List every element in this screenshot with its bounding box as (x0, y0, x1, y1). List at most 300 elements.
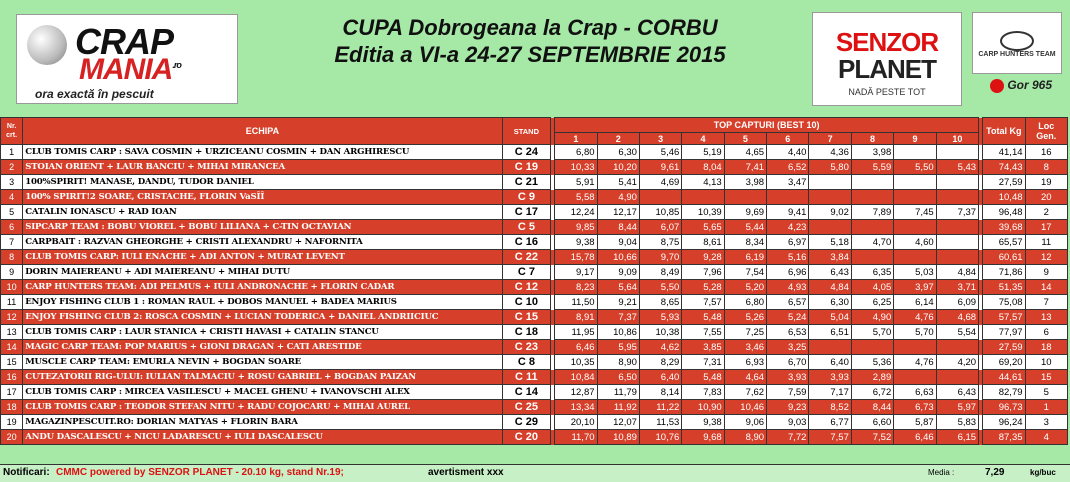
catch-weight (894, 145, 936, 160)
catch-weight: 6,43 (936, 385, 978, 400)
catch-weight: 9,68 (682, 430, 724, 445)
catch-weight: 12,07 (597, 415, 639, 430)
header-catch-10: 10 (936, 133, 978, 145)
catch-weight: 8,75 (639, 235, 681, 250)
logo-word-crap: CRAP (75, 21, 174, 62)
catch-weight: 9,61 (639, 160, 681, 175)
catch-weight: 8,90 (597, 355, 639, 370)
header-loc: Loc Gen. (1025, 118, 1067, 145)
row-number: 18 (1, 400, 23, 415)
catch-weight: 13,34 (555, 400, 597, 415)
general-place: 8 (1025, 160, 1067, 175)
catch-weight: 4,93 (767, 280, 809, 295)
team-name: 100%SPIRIT! MANASE, DANDU, TUDOR DANIEL (23, 175, 502, 190)
row-number: 15 (1, 355, 23, 370)
catch-weight: 6,96 (767, 265, 809, 280)
catch-weight: 10,35 (555, 355, 597, 370)
row-number: 5 (1, 205, 23, 220)
catch-weight (894, 250, 936, 265)
stand-cell: C 7 (502, 265, 550, 280)
stand-cell: C 21 (502, 175, 550, 190)
catch-weight (936, 175, 978, 190)
catch-weight: 4,20 (936, 355, 978, 370)
catch-weight: 7,55 (682, 325, 724, 340)
catch-weight (936, 370, 978, 385)
catch-weight: 3,85 (682, 340, 724, 355)
header-catch-3: 3 (639, 133, 681, 145)
catch-weight: 5,97 (936, 400, 978, 415)
catch-weight: 8,49 (639, 265, 681, 280)
general-place: 7 (1025, 295, 1067, 310)
catch-weight: 9,85 (555, 220, 597, 235)
catch-weight: 7,57 (682, 295, 724, 310)
catch-weight: 3,46 (724, 340, 766, 355)
catch-weight: 11,50 (555, 295, 597, 310)
catch-weight: 5,26 (724, 310, 766, 325)
catch-weight: 4,84 (936, 265, 978, 280)
table-row (1, 370, 1068, 385)
catch-weight: 10,85 (639, 205, 681, 220)
catch-weight: 10,33 (555, 160, 597, 175)
catch-weight: 9,21 (597, 295, 639, 310)
total-kg: 41,14 (983, 145, 1025, 160)
catch-weight: 5,43 (936, 160, 978, 175)
table-body (1, 145, 1068, 445)
catch-weight: 6,40 (639, 370, 681, 385)
row-number: 11 (1, 295, 23, 310)
catch-weight: 4,62 (639, 340, 681, 355)
catch-weight: 5,28 (682, 280, 724, 295)
catch-weight: 10,38 (639, 325, 681, 340)
team-name: 100% SPIRIT!2 SOARE, CRISTACHE, FLORIN VaSÎÎ (23, 190, 502, 205)
catch-weight: 8,61 (682, 235, 724, 250)
catch-weight (894, 190, 936, 205)
team-name: MAGAZINPESCUIT.RO: DORIAN MATYAS + FLORIN BARA (23, 415, 502, 430)
team-name: ENJOY FISHING CLUB 2: ROSCA COSMIN + LUCIAN TODERICA + DANIEL ANDRIICIUC (23, 310, 502, 325)
table-row (1, 325, 1068, 340)
table-row (1, 295, 1068, 310)
crapmania-logo (16, 14, 238, 104)
catch-weight: 4,90 (851, 310, 893, 325)
total-kg: 60,61 (983, 250, 1025, 265)
general-place: 2 (1025, 205, 1067, 220)
stand-cell: C 24 (502, 145, 550, 160)
catch-weight: 5,87 (894, 415, 936, 430)
general-place: 12 (1025, 250, 1067, 265)
catch-weight (894, 175, 936, 190)
stand-cell: C 14 (502, 385, 550, 400)
team-name: ANDU DASCALESCU + NICU LADARESCU + IULI DASCALESCU (23, 430, 502, 445)
general-place: 17 (1025, 220, 1067, 235)
catch-weight: 3,98 (724, 175, 766, 190)
general-place: 19 (1025, 175, 1067, 190)
table-row (1, 160, 1068, 175)
catch-weight: 5,59 (851, 160, 893, 175)
general-place: 18 (1025, 340, 1067, 355)
catch-weight: 5,80 (809, 160, 851, 175)
results-table (0, 117, 1068, 445)
catch-weight: 8,44 (851, 400, 893, 415)
catch-weight: 10,46 (724, 400, 766, 415)
carp-hunters-text: CARP HUNTERS TEAM (978, 51, 1056, 58)
total-kg: 65,57 (983, 235, 1025, 250)
catch-weight: 8,44 (597, 220, 639, 235)
title-line-1: CUPA Dobrogeana la Crap - CORBU (342, 15, 718, 40)
catch-weight: 4,90 (597, 190, 639, 205)
catch-weight (894, 340, 936, 355)
stand-cell: C 22 (502, 250, 550, 265)
total-kg: 74,43 (983, 160, 1025, 175)
catch-weight: 5,70 (894, 325, 936, 340)
stand-cell: C 16 (502, 235, 550, 250)
team-name: STOIAN ORIENT + LAUR BANCIU + MIHAI MIRANCEA (23, 160, 502, 175)
catch-weight: 3,84 (809, 250, 851, 265)
catch-weight: 5,83 (936, 415, 978, 430)
table-row (1, 190, 1068, 205)
catch-weight: 2,89 (851, 370, 893, 385)
table-row (1, 250, 1068, 265)
table-row (1, 265, 1068, 280)
row-number: 16 (1, 370, 23, 385)
catch-weight: 10,86 (597, 325, 639, 340)
catch-weight: 20,10 (555, 415, 597, 430)
table-row (1, 280, 1068, 295)
row-number: 12 (1, 310, 23, 325)
catch-weight: 6,53 (767, 325, 809, 340)
row-number: 20 (1, 430, 23, 445)
catch-weight (851, 190, 893, 205)
total-kg: 10,48 (983, 190, 1025, 205)
catch-weight: 9,09 (597, 265, 639, 280)
title-line-2: Editia a VI-a 24-27 SEPTEMBRIE 2015 (334, 42, 726, 67)
catch-weight: 6,30 (809, 295, 851, 310)
catch-weight: 11,79 (597, 385, 639, 400)
team-name: CARPBAIT : RAZVAN GHEORGHE + CRISTI ALEXANDRU + NAFORNITA (23, 235, 502, 250)
catch-weight: 5,50 (639, 280, 681, 295)
catch-weight: 4,76 (894, 310, 936, 325)
catch-weight: 11,53 (639, 415, 681, 430)
team-name: CLUB TOMIS CARP : SAVA COSMIN + URZICEANU COSMIN + DAN ARGHIRESCU (23, 145, 502, 160)
team-name: ENJOY FISHING CLUB 1 : ROMAN RAUL + DOBOS MANUEL + BADEA MARIUS (23, 295, 502, 310)
catch-weight: 3,97 (894, 280, 936, 295)
table-row (1, 145, 1068, 160)
radio-logo-text: Gor 965 (1007, 78, 1053, 92)
team-name: CATALIN IONASCU + RAD IOAN (23, 205, 502, 220)
row-number: 10 (1, 280, 23, 295)
table-row (1, 235, 1068, 250)
catch-weight: 6,25 (851, 295, 893, 310)
catch-weight (639, 190, 681, 205)
general-place: 9 (1025, 265, 1067, 280)
catch-weight: 9,03 (767, 415, 809, 430)
catch-weight (936, 145, 978, 160)
team-name: CLUB TOMIS CARP: IULI ENACHE + ADI ANTON + MURAT LEVENT (23, 250, 502, 265)
catch-weight: 12,17 (597, 205, 639, 220)
catch-weight: 3,93 (767, 370, 809, 385)
catch-weight: 9,41 (767, 205, 809, 220)
catch-weight: 10,76 (639, 430, 681, 445)
header-catch-4: 4 (682, 133, 724, 145)
catch-weight: 7,45 (894, 205, 936, 220)
catch-weight (936, 220, 978, 235)
catch-weight: 4,69 (639, 175, 681, 190)
catch-weight: 4,23 (767, 220, 809, 235)
team-name: CLUB TOMIS CARP : MIRCEA VASILESCU + MACEL GHENU + IVANOVSCHI ALEX (23, 385, 502, 400)
senzor-planet-logo (812, 12, 962, 106)
row-number: 2 (1, 160, 23, 175)
catch-weight: 5,70 (851, 325, 893, 340)
catch-weight: 6,09 (936, 295, 978, 310)
catch-weight (894, 220, 936, 235)
row-number: 4 (1, 190, 23, 205)
table-row (1, 355, 1068, 370)
radio-logo (972, 78, 1062, 98)
catch-weight: 6,73 (894, 400, 936, 415)
row-number: 17 (1, 385, 23, 400)
header-total: Total Kg (983, 118, 1025, 145)
catch-weight: 11,92 (597, 400, 639, 415)
catch-weight: 4,36 (809, 145, 851, 160)
catch-weight: 3,47 (767, 175, 809, 190)
general-place: 5 (1025, 385, 1067, 400)
catch-weight: 5,36 (851, 355, 893, 370)
stand-cell: C 19 (502, 160, 550, 175)
total-kg: 87,35 (983, 430, 1025, 445)
catch-weight: 8,34 (724, 235, 766, 250)
stand-cell: C 15 (502, 310, 550, 325)
table-row (1, 310, 1068, 325)
stand-cell: C 23 (502, 340, 550, 355)
total-kg: 96,73 (983, 400, 1025, 415)
table-row (1, 205, 1068, 220)
catch-weight: 4,68 (936, 310, 978, 325)
catch-weight: 5,65 (682, 220, 724, 235)
catch-weight (809, 175, 851, 190)
stand-cell: C 10 (502, 295, 550, 310)
row-number: 8 (1, 250, 23, 265)
catch-weight: 11,70 (555, 430, 597, 445)
notification-message: CMMC powered by SENZOR PLANET - 20.10 kg, stand Nr.19; (56, 467, 344, 478)
catch-weight: 6,57 (767, 295, 809, 310)
table-row (1, 430, 1068, 445)
notification-bar (0, 464, 1070, 482)
stand-cell: C 11 (502, 370, 550, 385)
catch-weight: 8,65 (639, 295, 681, 310)
catch-weight: 5,44 (724, 220, 766, 235)
general-place: 14 (1025, 280, 1067, 295)
catch-weight: 5,20 (724, 280, 766, 295)
catch-weight: 5,50 (894, 160, 936, 175)
team-name: DORIN MAIEREANU + ADI MAIEREANU + MIHAI DUTU (23, 265, 502, 280)
catch-weight: 4,70 (851, 235, 893, 250)
catch-weight (936, 235, 978, 250)
catch-weight: 6,52 (767, 160, 809, 175)
catch-weight: 7,59 (767, 385, 809, 400)
table-row (1, 400, 1068, 415)
total-kg: 39,68 (983, 220, 1025, 235)
catch-weight: 5,41 (597, 175, 639, 190)
catch-weight: 7,31 (682, 355, 724, 370)
catch-weight: 4,60 (894, 235, 936, 250)
catch-weight (894, 370, 936, 385)
stand-cell: C 18 (502, 325, 550, 340)
header-top-catches: TOP CAPTURI (BEST 10) (555, 118, 979, 133)
catch-weight: 9,06 (724, 415, 766, 430)
team-name: CUTEZATORII RIG-ULUI: IULIAN TALMACIU + ROSU GABRIEL + BOGDAN PAIZAN (23, 370, 502, 385)
media-value: 7,29 (985, 467, 1005, 478)
stand-cell: C 8 (502, 355, 550, 370)
catch-weight: 9,38 (555, 235, 597, 250)
header-catch-7: 7 (809, 133, 851, 145)
table-row (1, 175, 1068, 190)
catch-weight: 5,46 (639, 145, 681, 160)
logo-word-mania: $MANIA^{.ro}$ (79, 53, 181, 86)
header-team: ECHIPA (23, 118, 502, 145)
catch-weight: 9,17 (555, 265, 597, 280)
general-place: 1 (1025, 400, 1067, 415)
catch-weight: 9,70 (639, 250, 681, 265)
general-place: 6 (1025, 325, 1067, 340)
catch-weight: 9,04 (597, 235, 639, 250)
catch-weight: 10,20 (597, 160, 639, 175)
catch-weight (809, 190, 851, 205)
catch-weight: 3,98 (851, 145, 893, 160)
catch-weight: 6,51 (809, 325, 851, 340)
page-title (250, 14, 810, 68)
general-place: 20 (1025, 190, 1067, 205)
media-label: Media : (928, 468, 955, 477)
header-catch-5: 5 (724, 133, 766, 145)
catch-weight: 11,95 (555, 325, 597, 340)
general-place: 15 (1025, 370, 1067, 385)
stand-cell: C 25 (502, 400, 550, 415)
catch-weight: 6,63 (894, 385, 936, 400)
total-kg: 27,59 (983, 340, 1025, 355)
catch-weight: 9,38 (682, 415, 724, 430)
row-number: 6 (1, 220, 23, 235)
catch-weight: 3,25 (767, 340, 809, 355)
header-nr: Nr. crt. (1, 118, 23, 145)
catch-weight: 7,52 (851, 430, 893, 445)
catch-weight (936, 250, 978, 265)
catch-weight (682, 190, 724, 205)
catch-weight: 8,04 (682, 160, 724, 175)
catch-weight: 6,15 (936, 430, 978, 445)
senzor-tagline: NADĂ PESTE TOT (848, 87, 926, 97)
catch-weight: 10,89 (597, 430, 639, 445)
team-name: SIPCARP TEAM : BOBU VIOREL + BOBU LILIANA + C-TIN OCTAVIAN (23, 220, 502, 235)
table-row (1, 385, 1068, 400)
catch-weight: 6,80 (724, 295, 766, 310)
stand-cell: C 5 (502, 220, 550, 235)
catch-weight (851, 175, 893, 190)
header-catch-1: 1 (555, 133, 597, 145)
catch-weight (851, 250, 893, 265)
header-catch-8: 8 (851, 133, 893, 145)
catch-weight: 3,93 (809, 370, 851, 385)
catch-weight: 10,66 (597, 250, 639, 265)
table-header-row (1, 118, 1068, 133)
boilie-icon (27, 25, 67, 65)
catch-weight: 7,37 (936, 205, 978, 220)
row-number: 1 (1, 145, 23, 160)
catch-weight: 9,23 (767, 400, 809, 415)
catch-weight: 4,84 (809, 280, 851, 295)
catch-weight: 7,83 (682, 385, 724, 400)
catch-weight: 7,25 (724, 325, 766, 340)
carp-hunters-logo (972, 12, 1062, 74)
stand-cell: C 12 (502, 280, 550, 295)
catch-weight: 10,39 (682, 205, 724, 220)
total-kg: 69,20 (983, 355, 1025, 370)
catch-weight: 3,71 (936, 280, 978, 295)
total-kg: 57,57 (983, 310, 1025, 325)
catch-weight: 7,96 (682, 265, 724, 280)
catch-weight: 6,70 (767, 355, 809, 370)
catch-weight: 15,78 (555, 250, 597, 265)
catch-weight: 12,24 (555, 205, 597, 220)
catch-weight: 6,30 (597, 145, 639, 160)
catch-weight: 4,13 (682, 175, 724, 190)
media-unit: kg/buc (1030, 468, 1056, 477)
catch-weight: 10,84 (555, 370, 597, 385)
catch-weight: 7,89 (851, 205, 893, 220)
catch-weight (936, 190, 978, 205)
total-kg: 77,97 (983, 325, 1025, 340)
team-name: CARP HUNTERS TEAM: ADI PELMUS + IULI ANDRONACHE + FLORIN CADAR (23, 280, 502, 295)
catch-weight (851, 220, 893, 235)
catch-weight: 5,58 (555, 190, 597, 205)
header-stand: STAND (502, 118, 550, 145)
catch-weight: 5,18 (809, 235, 851, 250)
catch-weight: 6,40 (809, 355, 851, 370)
catch-weight: 10,90 (682, 400, 724, 415)
general-place: 16 (1025, 145, 1067, 160)
catch-weight: 7,57 (809, 430, 851, 445)
catch-weight: 5,95 (597, 340, 639, 355)
catch-weight: 4,05 (851, 280, 893, 295)
catch-weight: 6,19 (724, 250, 766, 265)
catch-weight: 7,41 (724, 160, 766, 175)
catch-weight: 8,52 (809, 400, 851, 415)
catch-weight: 6,43 (809, 265, 851, 280)
catch-weight (767, 190, 809, 205)
catch-weight: 6,50 (597, 370, 639, 385)
row-number: 3 (1, 175, 23, 190)
table-row (1, 415, 1068, 430)
logo-tagline: ora exactă în pescuit (35, 87, 154, 101)
row-number: 9 (1, 265, 23, 280)
catch-weight: 5,64 (597, 280, 639, 295)
general-place: 13 (1025, 310, 1067, 325)
catch-weight: 4,65 (724, 145, 766, 160)
catch-weight (809, 220, 851, 235)
catch-weight: 5,04 (809, 310, 851, 325)
total-kg: 96,24 (983, 415, 1025, 430)
radio-g-icon (990, 79, 1004, 93)
planet-word: PLANET (838, 54, 936, 84)
senzor-word: SENZOR (835, 27, 939, 57)
row-number: 14 (1, 340, 23, 355)
total-kg: 51,35 (983, 280, 1025, 295)
team-name: MUSCLE CARP TEAM: EMURLA NEVIN + BOGDAN SOARE (23, 355, 502, 370)
total-kg: 82,79 (983, 385, 1025, 400)
catch-weight: 5,48 (682, 310, 724, 325)
general-place: 10 (1025, 355, 1067, 370)
catch-weight: 7,17 (809, 385, 851, 400)
total-kg: 96,48 (983, 205, 1025, 220)
catch-weight (724, 190, 766, 205)
